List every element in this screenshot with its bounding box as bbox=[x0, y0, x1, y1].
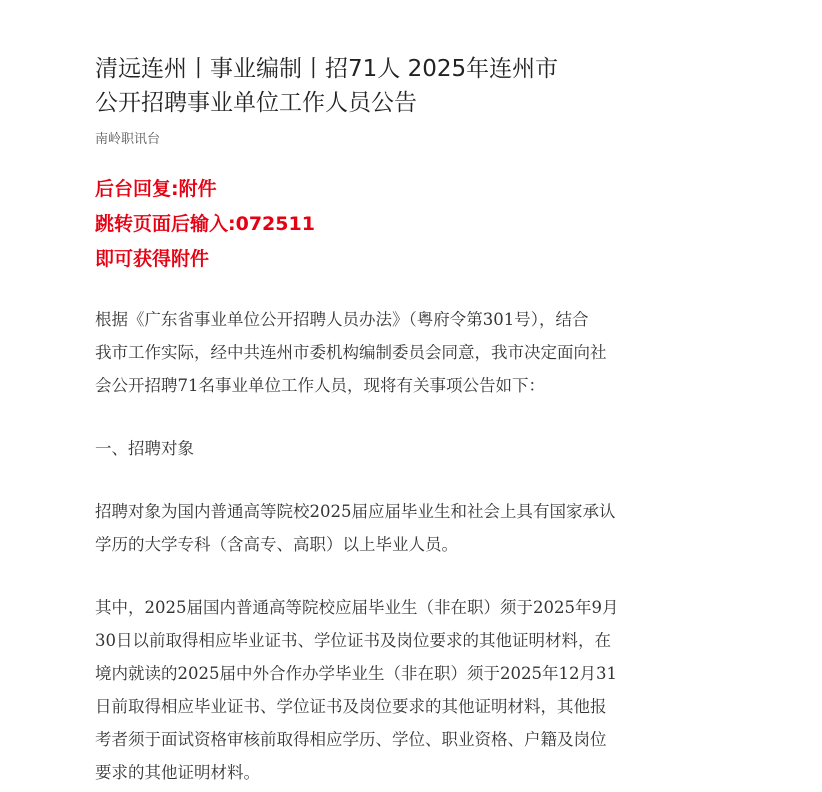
text-line: 根据《广东省事业单位公开招聘人员办法》（粤府令第301号），结合 bbox=[95, 310, 589, 329]
text-line: 会公开招聘71名事业单位工作人员，现将有关事项公告如下： bbox=[95, 376, 545, 395]
paragraph-recruitment-target bbox=[95, 495, 735, 561]
text-line: 30日以前取得相应毕业证书、学位证书及岗位要求的其他证明材料，在 bbox=[95, 631, 611, 650]
notice-line-1: 后台回复:附件 bbox=[95, 178, 217, 200]
attachment-notice bbox=[95, 172, 735, 277]
section-heading-recruitment-target bbox=[95, 432, 735, 465]
text-line: 日前取得相应毕业证书、学位证书及岗位要求的其他证明材料，其他报 bbox=[95, 697, 607, 716]
notice-line-2: 跳转页面后输入:072511 bbox=[95, 213, 315, 235]
article-title-line-2: 公开招聘事业单位工作人员公告 bbox=[95, 90, 417, 116]
paragraph-graduate-requirements bbox=[95, 591, 735, 789]
text-line: 一、招聘对象 bbox=[95, 439, 194, 458]
article-body bbox=[95, 303, 735, 789]
article-title-line-1: 清远连州丨事业编制丨招71人 2025年连州市 bbox=[95, 56, 559, 82]
text-line: 境内就读的2025届中外合作办学毕业生（非在职）须于2025年12月31 bbox=[95, 664, 617, 683]
text-line: 考者须于面试资格审核前取得相应学历、学位、职业资格、户籍及岗位 bbox=[95, 730, 607, 749]
text-line: 招聘对象为国内普通高等院校2025届应届毕业生和社会上具有国家承认 bbox=[95, 502, 616, 521]
text-line: 学历的大学专科（含高专、高职）以上毕业人员。 bbox=[95, 535, 458, 554]
notice-line-3: 即可获得附件 bbox=[95, 248, 210, 270]
text-line: 我市工作实际，经中共连州市委机构编制委员会同意，我市决定面向社 bbox=[95, 343, 607, 362]
article-title bbox=[95, 52, 735, 120]
article-source-link[interactable]: 南岭职讯台 bbox=[95, 132, 161, 147]
article bbox=[95, 52, 735, 789]
paragraph-intro bbox=[95, 303, 735, 402]
text-line: 其中，2025届国内普通高等院校应届毕业生（非在职）须于2025年9月 bbox=[95, 598, 619, 617]
text-line: 要求的其他证明材料。 bbox=[95, 763, 260, 782]
